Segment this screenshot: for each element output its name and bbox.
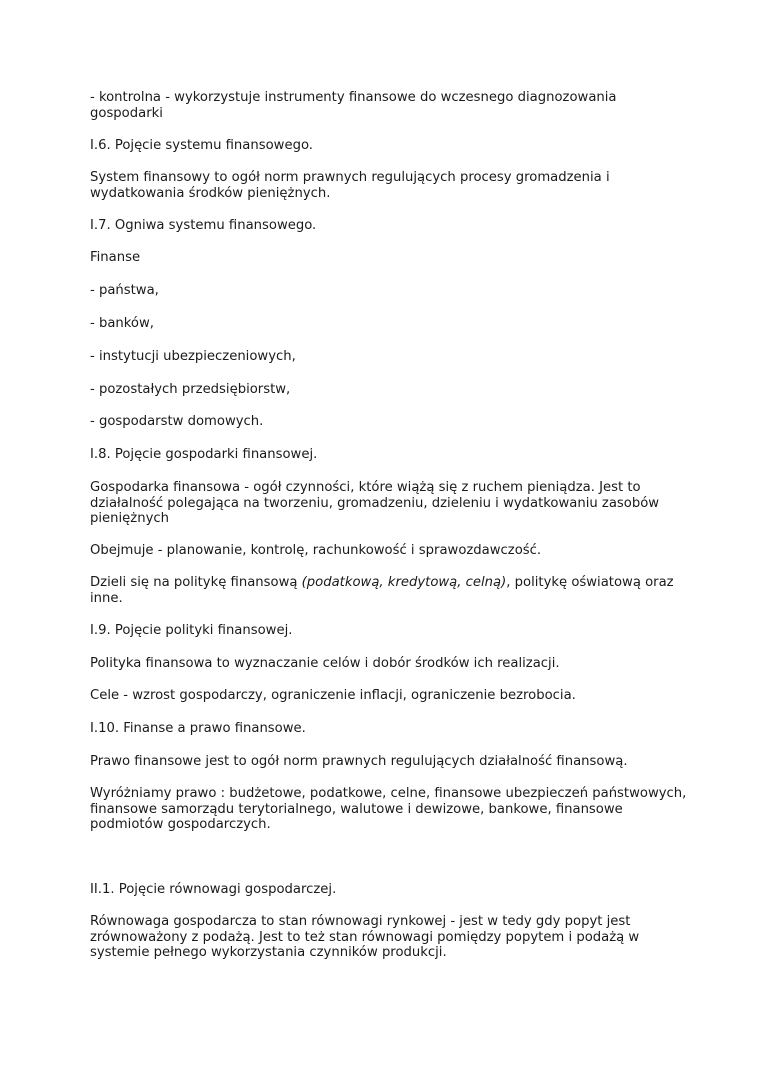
paragraph-wyrozniamy: Wyróżniamy prawo : budżetowe, podatkowe, celne, finansowe ubezpieczeń państwowych, finansowe samorządu terytorialnego, walutowe i dewizowe, bankowe, finansowe podmiotów gospodarczych. [90, 786, 687, 832]
paragraph-dzieli-sie-start: Dzieli się na politykę finansową [90, 575, 302, 590]
list-item-gospodarstw: - gospodarstw domowych. [90, 414, 264, 429]
paragraph-rownowaga: Równowaga gospodarcza to stan równowagi rynkowej - jest w tedy gdy popyt jest zrównoważony z podażą. Jest to też stan równowagi pomiędzy popytem i podażą w systemie pełnego wykorzystania czynników produkcji. [90, 914, 640, 960]
paragraph-gospodarka-finansowa: Gospodarka finansowa - ogół czynności, które wiążą się z ruchem pieniądza. Jest to działalność polegająca na tworzeniu, gromadzeniu, dzieleniu i wydatkowaniu zasobów pieniężnych [90, 480, 660, 526]
heading-2-1: II.1. Pojęcie równowagi gospodarczej. [90, 882, 337, 897]
heading-1-7: I.7. Ogniwa systemu finansowego. [90, 218, 317, 233]
heading-1-6: I.6. Pojęcie systemu finansowego. [90, 138, 313, 153]
paragraph-dzieli-sie-italic: (podatkową, kredytową, celną) [301, 575, 507, 590]
paragraph-kontrolna: - kontrolna - wykorzystuje instrumenty finansowe do wczesnego diagnozowania gospodarki [90, 90, 617, 121]
heading-1-9: I.9. Pojęcie polityki finansowej. [90, 623, 293, 638]
list-item-przedsiebiorstw: - pozostałych przedsiębiorstw, [90, 382, 291, 397]
paragraph-dzieli-sie [90, 575, 690, 606]
paragraph-polityka-finansowa: Polityka finansowa to wyznaczanie celów i dobór środków ich realizacji. [90, 656, 560, 671]
heading-1-8: I.8. Pojęcie gospodarki finansowej. [90, 447, 318, 462]
paragraph-obejmuje: Obejmuje - planowanie, kontrolę, rachunkowość i sprawozdawczość. [90, 543, 542, 558]
heading-1-10: I.10. Finanse a prawo finansowe. [90, 721, 306, 736]
paragraph-dzieli-sie-end: , politykę oświatową oraz inne. [90, 575, 674, 606]
paragraph-finanse: Finanse [90, 250, 141, 265]
paragraph-system-finansowy: System finansowy to ogół norm prawnych regulujących procesy gromadzenia i wydatkowania środków pieniężnych. [90, 170, 610, 201]
paragraph-prawo-finansowe: Prawo finansowe jest to ogół norm prawnych regulujących działalność finansową. [90, 754, 628, 769]
list-item-bankow: - banków, [90, 316, 154, 331]
paragraph-cele: Cele - wzrost gospodarczy, ograniczenie inflacji, ograniczenie bezrobocia. [90, 688, 576, 703]
list-item-panstwa: - państwa, [90, 283, 159, 298]
list-item-instytucji: - instytucji ubezpieczeniowych, [90, 349, 296, 364]
